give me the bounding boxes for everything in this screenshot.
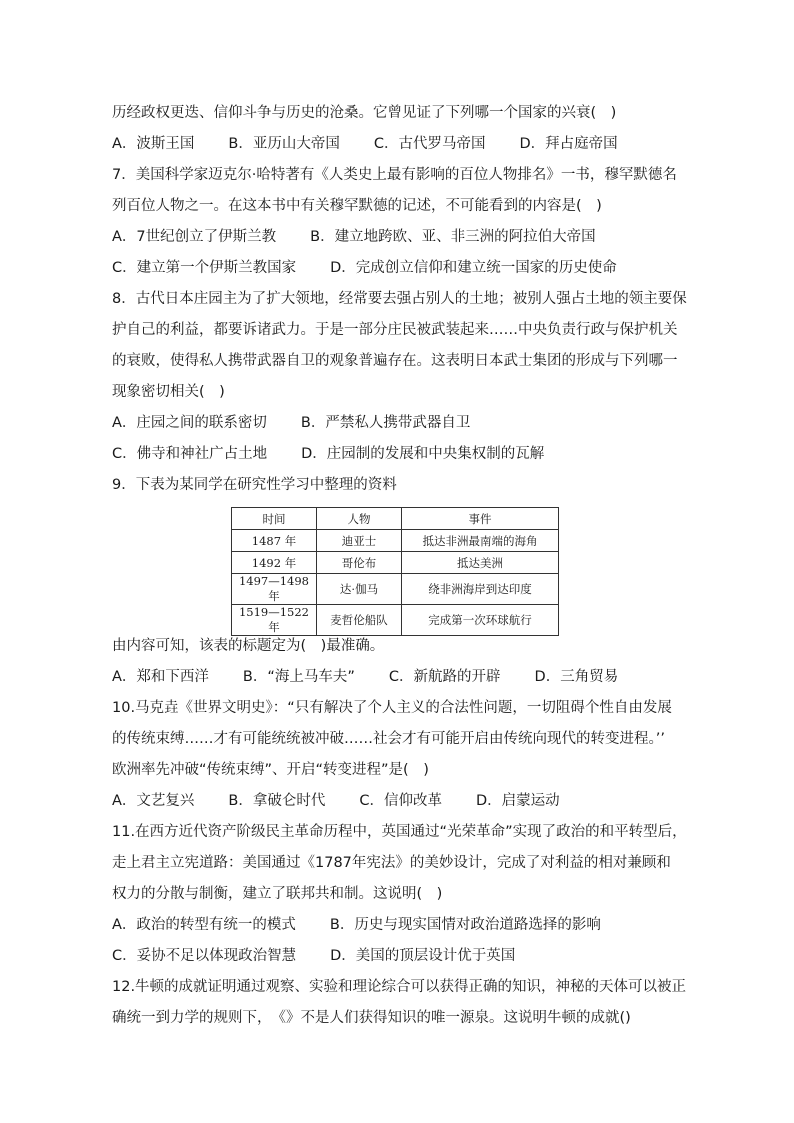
table-row	[232, 552, 559, 574]
question-9-options	[112, 662, 692, 693]
table-row	[232, 530, 559, 552]
q11-option-c: C．妥协不足以体现政治智慧	[112, 948, 297, 964]
q11-option-a: A．政治的转型有统一的模式	[112, 917, 296, 933]
cell-time: 1519—1522 年	[232, 605, 317, 636]
table-header-row	[232, 508, 559, 530]
cell-person: 哥伦布	[317, 552, 402, 574]
table-row	[232, 574, 559, 605]
q6-option-a: A．波斯王国	[112, 136, 195, 152]
question-6-stem-tail: 历经政权更迭、信仰斗争与历史的沧桑。它曾见证了下列哪一个国家的兴衰( )	[112, 105, 617, 121]
q9-option-a: A．郑和下西洋	[112, 669, 209, 685]
cell-time: 1487 年	[232, 530, 317, 552]
question-content	[112, 98, 692, 1034]
question-11-stem-2: 走上君主立宪道路：美国通过《1787年宪法》的美妙设计，完成了对利益的相对兼顾和	[112, 855, 671, 871]
question-7-stem-2: 列百位人物之一。在这本书中有关穆罕默德的记述，不可能看到的内容是( )	[112, 198, 602, 214]
question-10-options	[112, 786, 692, 817]
cell-time: 1497—1498 年	[232, 574, 317, 605]
question-10-stem-1: 10.马克垚《世界文明史》：“只有解决了个人主义的合法性问题，一切阻碍个性自由发展	[112, 700, 672, 716]
q11-option-d: D．美国的顶层设计优于英国	[330, 948, 516, 964]
q8-option-b: B．严禁私人携带武器自卫	[300, 415, 471, 431]
cell-person: 达·伽马	[317, 574, 402, 605]
q10-option-d: D．启蒙运动	[476, 793, 560, 809]
q9-option-b: B．“海上马车夫”	[242, 669, 355, 685]
header-time: 时间	[232, 508, 317, 530]
question-12-stem-1: 12.牛顿的成就证明通过观察、实验和理论综合可以获得正确的知识，神秘的天体可以被正	[112, 979, 687, 995]
header-person: 人物	[317, 508, 402, 530]
q6-option-b: B．亚历山大帝国	[228, 136, 340, 152]
question-8-stem-3: 的衰败，使得私人携带武器自卫的观象普遍存在。这表明日本武士集团的形成与下列哪一	[112, 353, 678, 369]
question-8-stem-4: 现象密切相关( )	[112, 384, 225, 400]
question-6-options	[112, 129, 692, 160]
q6-option-c: C．古代罗马帝国	[373, 136, 486, 152]
cell-event: 绕非洲海岸到达印度	[402, 574, 559, 605]
q10-option-c: C．信仰改革	[359, 793, 442, 809]
question-9-stem-2: 由内容可知，该表的标题定为( )最准确。	[112, 638, 385, 654]
q11-option-b: B．历史与现实国情对政治道路选择的影响	[329, 917, 601, 933]
exploration-table	[231, 507, 559, 636]
question-7-stem-1: 7．美国科学家迈克尔·哈特著有《人类史上最有影响的百位人物排名》一书，穆罕默德名	[112, 167, 677, 183]
q7-option-a: A．7世纪创立了伊斯兰教	[112, 229, 277, 245]
q8-option-a: A．庄园之间的联系密切	[112, 415, 267, 431]
cell-event: 完成第一次环球航行	[402, 605, 559, 636]
exploration-table-wrap	[112, 501, 692, 634]
question-7-options-ab	[112, 222, 692, 253]
q10-option-a: A．文艺复兴	[112, 793, 195, 809]
cell-event: 抵达非洲最南端的海角	[402, 530, 559, 552]
q7-option-d: D．完成创立信仰和建立统一国家的历史使命	[330, 260, 617, 276]
question-10-stem-3: 欧洲率先冲破“传统束缚”、开启“转变进程”是( )	[112, 762, 429, 778]
question-8-stem-1: 8．古代日本庄园主为了扩大领地，经常要去强占别人的土地；被别人强占土地的领主要保	[112, 291, 687, 307]
question-12-stem-2: 确统一到力学的规则下， 《》不是人们获得知识的唯一源泉。这说明牛顿的成就()	[112, 1010, 631, 1026]
q7-option-b: B．建立地跨欧、亚、非三洲的阿拉伯大帝国	[310, 229, 596, 245]
question-11-options-ab	[112, 910, 692, 941]
cell-event: 抵达美洲	[402, 552, 559, 574]
q9-option-d: D．三角贸易	[534, 669, 619, 685]
question-7-options-cd	[112, 253, 692, 284]
cell-time: 1492 年	[232, 552, 317, 574]
question-8-stem-2: 护自己的利益，都要诉诸武力。于是一部分庄民被武装起来……中央负责行政与保护机关	[112, 322, 678, 338]
question-11-stem-3: 权力的分散与制衡，建立了联邦共和制。这说明( )	[112, 886, 443, 902]
q7-option-c: C．建立第一个伊斯兰教国家	[112, 260, 297, 276]
question-11-stem-1: 11.在西方近代资产阶级民主革命历程中，英国通过“光荣革命”实现了政治的和平转型后，	[112, 824, 687, 840]
question-8-options-cd	[112, 439, 692, 470]
question-11-options-cd	[112, 941, 692, 972]
cell-person: 迪亚士	[317, 530, 402, 552]
header-event: 事件	[402, 508, 559, 530]
q10-option-b: B．拿破仑时代	[228, 793, 326, 809]
q6-option-d: D．拜占庭帝国	[519, 136, 618, 152]
q8-option-d: D．庄园制的发展和中央集权制的瓦解	[301, 446, 545, 462]
q9-option-c: C．新航路的开辟	[388, 669, 501, 685]
q8-option-c: C．佛寺和神社广占土地	[112, 446, 268, 462]
question-10-stem-2: 的传统束缚……才有可能统统被冲破……社会才有可能开启由传统向现代的转变进程。’’	[112, 731, 665, 747]
cell-person: 麦哲伦船队	[317, 605, 402, 636]
question-9-stem-1: 9．下表为某同学在研究性学习中整理的资料	[112, 477, 397, 493]
question-8-options-ab	[112, 408, 692, 439]
